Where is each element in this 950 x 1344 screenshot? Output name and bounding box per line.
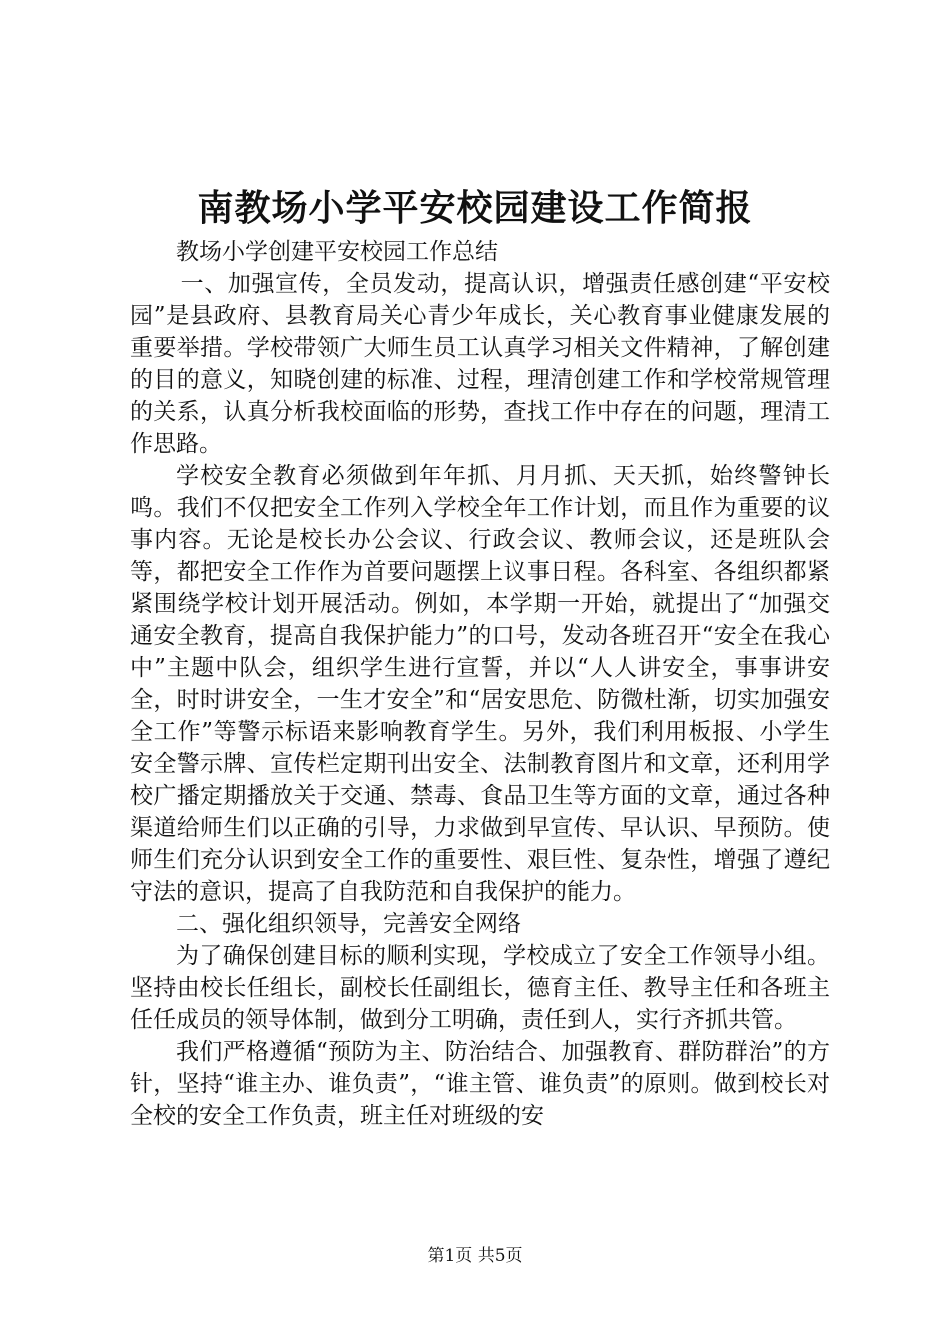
paragraph-4: 我们严格遵循“预防为主、防治结合、加强教育、群防群治”的方针，坚持“谁主办、谁负责”，“谁主管、谁负责”的原则。做到校长对全校的安全工作负责，班主任对班级的安	[130, 1039, 830, 1129]
section-heading-2: 二、强化组织领导，完善安全网络	[176, 911, 521, 937]
page-footer: 第1页 共5页	[427, 1246, 523, 1266]
paragraph-1: 一、加强宣传，全员发动，提高认识，增强责任感创建“平安校园”是县政府、县教育局关心青少年成长，关心教育事业健康发展的重要举措。学校带领广大师生员工认真学习相关文件精神，了解创建的目的意义，知晓创建的标准、过程，理清创建工作和学校常规管理的关系，认真分析我校面临的形势，查找工作中存在的问题，理清工作思路。	[130, 271, 830, 457]
document-title: 南教场小学平安校园建设工作简报	[197, 187, 753, 229]
document-subtitle: 教场小学创建平安校园工作总结	[176, 239, 498, 265]
document-body	[130, 236, 830, 1132]
paragraph-2: 学校安全教育必须做到年年抓、月月抓、天天抓，始终警钟长鸣。我们不仅把安全工作列入学校全年工作计划，而且作为重要的议事内容。无论是校长办公会议、行政会议、教师会议，还是班队会等，都把安全工作作为首要问题摆上议事日程。各科室、各组织都紧紧围绕学校计划开展活动。例如，本学期一开始，就提出了“加强交通安全教育，提高自我保护能力”的口号，发动各班召开“安全在我心中”主题中队会，组织学生进行宣誓，并以“人人讲安全，事事讲安全，时时讲安全，一生才安全”和“居安思危、防微杜渐，切实加强安全工作”等警示标语来影响教育学生。另外，我们利用板报、小学生安全警示牌、宣传栏定期刊出安全、法制教育图片和文章，还利用学校广播定期播放关于交通、禁毒、食品卫生等方面的文章，通过各种渠道给师生们以正确的引导，力求做到早宣传、早认识、早预防。使师生们充分认识到安全工作的重要性、艰巨性、复杂性，增强了遵纪守法的意识，提高了自我防范和自我保护的能力。	[130, 463, 830, 905]
paragraph-3: 为了确保创建目标的顺利实现，学校成立了安全工作领导小组。坚持由校长任组长，副校长任副组长，德育主任、教导主任和各班主任任成员的领导体制，做到分工明确，责任到人，实行齐抓共管。	[130, 943, 830, 1033]
